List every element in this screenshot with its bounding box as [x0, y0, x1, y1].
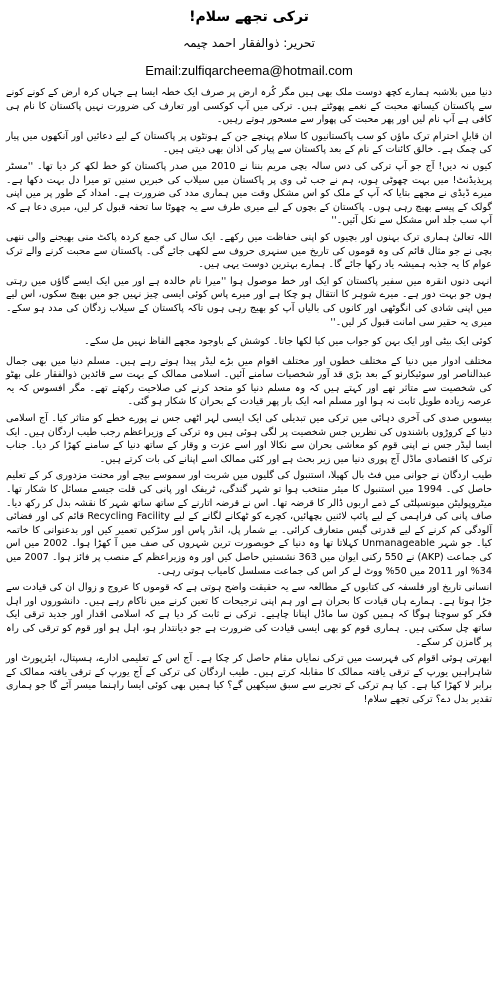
paragraph: اللہ تعالیٰ ہماری ترک بہنوں اور بچیوں کو اپنی حفاظت میں رکھے۔ ایک سال کی جمع کردہ پاکٹ منی بھیجنے والی ننھی بچی نے جو مثال قائم کی وہ قوموں کی تاریخ میں سنہری حروف سے لکھی جائے گی۔ پاکستان سے محبت کرنے والے ترک عوام کا یہ جذبہ ہمیشہ یاد رکھا جائے گا۔ ہمارے بہترین دوست یہی ہیں۔	[6, 231, 492, 271]
paragraph: کیوں نہ دیں! آج جو آپ ترکی کی دس سالہ بچی مریم بننا نے 2010 میں صدر پاکستان کو خط لکھ کر دیا تھا۔ ''مسٹر پریذیڈنٹ! میں بہت چھوٹی ہوں، ہم نے جب ٹی وی پر پاکستان میں سیلاب کی خبریں سنیں تو میرا دل بہت دکھا ہے۔ میرے ڈیڈی نے مجھے بتایا کہ آپ کے ملک کو اس مشکل وقت میں ہماری مدد کی ضرورت ہے۔ امداد کے طور پر میں اپنی گولک کے پیسے بھیج رہی ہوں۔ پاکستان کے بچوں کے لیے میری طرف سے یہ چھوٹا سا تحفہ قبول کر لیں، میری دعا ہے کہ آپ سب جلد اس مشکل سے نکل آئیں۔''	[6, 160, 492, 227]
paragraph: دنیا میں بلاشبہ ہمارے کچھ دوست ملک بھی ہیں مگر کُرہ ارض پر صرف ایک خطہ ایسا ہے جہاں کرہ ارض کے کونے کونے سے پاکستان کیساتھ محبت کے نغمے پھوٹتے ہیں۔ ترکی میں آپ کوکسی اور تعارف کی ضرورت نہیں پاکستان کا نام ہی کافی ہے آپ نام لیں اور پھر محبت کی پھوار سے مسحور ہوتے رہیں۔	[6, 87, 492, 126]
paragraph: بیسویں صدی کی آخری دہائی میں ترکی میں تبدیلی کی ایک ایسی لہر اٹھی جس نے پورے خطے کو متاثر کیا۔ آج اسلامی دنیا کے کروڑوں باشندوں کی نظریں جس شخصیت پر لگی ہوئی ہیں وہ ترکی کے وزیراعظم رجب طیب اردگان ہیں۔ ایک ایسا لیڈر جس نے اپنی قوم کو معاشی بحران سے نکالا اور اسے عزت و وقار کے ساتھ دنیا کے سامنے کھڑا کر دیا۔ جناب ترکی کا اقتصادی ماڈل آج پوری دنیا میں زیر بحث ہے اور کئی ممالک اسے اپنانے کی بات کرتے ہیں۔	[6, 413, 492, 465]
paragraph: انہی دنوں انقرہ میں سفیر پاکستان کو ایک اور خط موصول ہوا ''میرا نام خالدہ ہے اور میں ایک ایسے گاؤں میں رہتی ہوں جو بہت دور ہے۔ میرے شوہر کا انتقال ہو چکا ہے اور میرے پاس کوئی ایسی چیز نہیں جو میں بھیج سکوں، اس لیے میں اپنی شادی کی انگوٹھی اور کانوں کی بالیاں آپ کو بھیج رہی ہوں تاکہ پاکستان کے سیلاب زدگان کی مدد ہو سکے۔ میری یہ حقیر سی امانت قبول کر لیں۔''	[6, 275, 492, 328]
paragraph: ابھرتی ہوئی اقوام کی فہرست میں ترکی نمایاں مقام حاصل کر چکا ہے۔ آج اس کے تعلیمی ادارے، ہسپتال، ایئرپورٹ اور شاہراہیں یورپ کے ترقی یافتہ ممالک کا مقابلہ کرتے ہیں۔ طیب اردگان کی ترکی کے آج یورپ کے ترقی یافتہ ممالک کے برابر لا کھڑا کیا ہے۔ کیا ہم ترکی کے تجربے سے سبق سیکھیں گے؟ کیا ہمیں بھی کوئی ایسا راہنما میسر آئے گا جو ہماری تقدیر بدل دے؟ ترکی تجھے سلام!	[6, 653, 492, 705]
paragraph: مختلف ادوار میں دنیا کے مختلف خطوں اور مختلف اقوام میں بڑے لیڈر پیدا ہوتے رہے ہیں۔ مسلم دنیا میں بھی جمال عبدالناصر اور سوئیکارنو کے بعد بڑی قد آور شخصیات سامنے آئیں۔ اسلامی ممالک کے بہت سے قائدین ذوالفقار علی بھٹو کی شخصیت سے متاثر تھے اور کہتے ہیں کہ وہ مسلم دنیا کو متحد کرنے کی صلاحیت رکھتے تھے۔ مگر افسوس کہ یہ عرصہ زیادہ طویل ثابت نہ ہوا اور مسلم امہ ایک بار پھر قیادت کے بحران کا شکار ہو گئی۔	[6, 355, 492, 408]
author-email: Email:zulfiqarcheema@hotmail.com	[145, 63, 353, 78]
article-title: ترکی تجھے سلام!	[189, 9, 309, 25]
article-body	[6, 86, 492, 707]
paragraph: طیب اردگان نے جوانی میں فٹ بال کھیلا، استنبول کی گلیوں میں شربت اور سموسے بیچے اور محنت مزدوری کر کے تعلیم حاصل کی۔ 1994 میں استنبول کا میئر منتخب ہوا تو شہر گندگی، ٹریفک اور پانی کی قلت جیسے مسائل کا شکار تھا۔ میٹروپولیٹن میونسپلٹی کے ذمے اربوں ڈالر کا قرضہ تھا۔ اس نے قرضہ اتارنے کے ساتھ ساتھ شہر کا نقشہ بدل کر رکھ دیا۔ صاف پانی کی فراہمی کے لیے پائپ لائنیں بچھائیں، کچرے کو ٹھکانے لگانے کے لیے Recycling Facility قائم کی اور فضائی آلودگی کم کرنے کے لیے قدرتی گیس متعارف کرائی۔ بے شمار پل، انڈر پاس اور سڑکیں تعمیر کیں اور بدعنوانی کا خاتمہ کیا۔ جو شہر Unmanageable کہلاتا تھا وہ دنیا کے خوبصورت ترین شہروں کی صف میں آ کھڑا ہوا۔ 2002 میں اس کی جماعت (AKP) نے 550 رکنی ایوان میں 363 نشستیں حاصل کیں اور وہ وزیراعظم کے منصب پر فائز ہوا۔ 2007 میں 34% اور 2011 میں 50% ووٹ لے کر اس کی جماعت مسلسل کامیاب ہوتی رہی۔	[6, 470, 493, 577]
paragraph: ان قابلِ احترام ترک ماؤں کو سب پاکستانیوں کا سلام پہنچے جن کے ہونٹوں پر پاکستان کے لیے دعائیں اور آنکھوں میں پیار کی چمک ہے۔ خالق کائنات کے نام کے بعد پاکستان سے پیار کی اذان بھی دیتی ہیں۔	[6, 130, 492, 156]
paragraph: انسانی تاریخ اور فلسفہ کی کتابوں کے مطالعہ سے یہ حقیقت واضح ہوتی ہے کہ قوموں کا عروج و زوال ان کی قیادت سے جڑا ہوتا ہے۔ ہمارے ہاں قیادت کا بحران ہے اور ہم اپنی ترجیحات کا تعین کرنے میں ناکام رہے ہیں۔ دانشوروں اور اہل فکر کو سوچنا ہوگا کہ ہمیں کون سا ماڈل اپنانا چاہیے۔ ترکی نے ثابت کر دیا ہے کہ اسلامی اقدار اور جدید ترقی ایک ساتھ چل سکتی ہیں۔ ہماری قوم کو بھی ایسی قیادت کی ضرورت ہے جو دیانتدار ہو، اہل ہو اور قوم کو ترقی کی راہ پر گامزن کر سکے۔	[6, 582, 492, 648]
author-byline: تحریر: ذوالفقار احمد چیمہ	[183, 36, 315, 50]
paragraph: کوئی ایک بیٹی اور ایک بہن کو جواب میں کیا لکھا جاتا۔ کوشش کے باوجود مجھے الفاظ نہیں مل سکے۔	[84, 336, 492, 348]
